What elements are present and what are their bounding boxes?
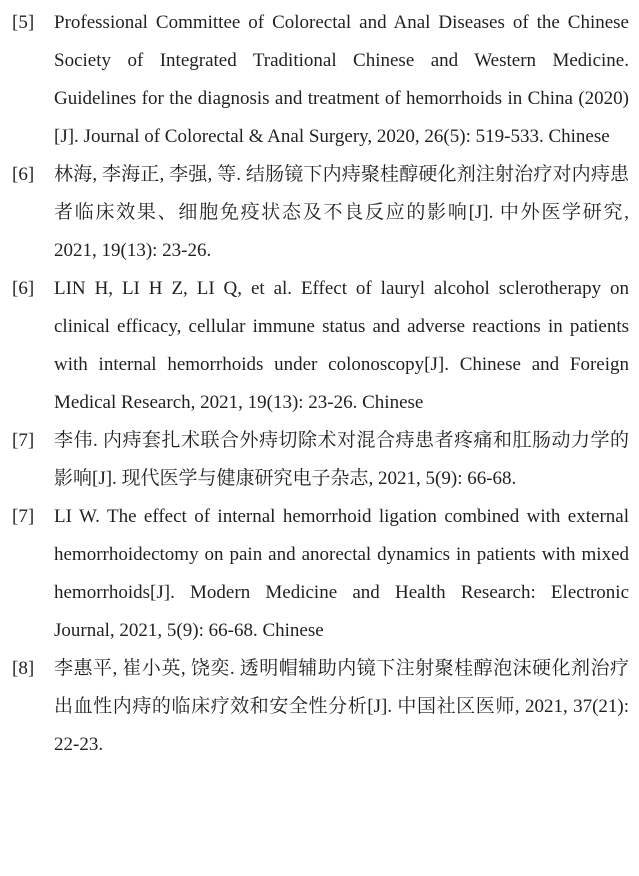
reference-text: 李伟. 内痔套扎术联合外痔切除术对混合痔患者疼痛和肛肠动力学的影响[J]. 现代医学与健康研究电子杂志, 2021, 5(9): 66-68. (54, 430, 629, 489)
reference-entry (12, 4, 629, 156)
reference-text: 林海, 李海正, 李强, 等. 结肠镜下内痔聚桂醇硬化剂注射治疗对内痔患者临床效果、细胞免疫状态及不良反应的影响[J]. 中外医学研究, 2021, 19(13): 23-26. (54, 164, 629, 261)
reference-number: [5] (12, 12, 35, 33)
reference-number: [7] (12, 506, 35, 527)
reference-entry (12, 498, 629, 650)
reference-entry (12, 422, 629, 498)
reference-number: [8] (12, 658, 35, 679)
reference-text: LI W. The effect of internal hemorrhoid ligation combined with external hemorrhoidectomy on pain and anorectal dynamics in patients with mixed hemorrhoids[J]. Modern Medicine and Health Research: Electronic Journal, 2021, 5(9): 66-68. Chinese (54, 506, 629, 641)
reference-number: [6] (12, 278, 35, 299)
reference-number: [7] (12, 430, 35, 451)
reference-number: [6] (12, 164, 35, 185)
reference-entry (12, 650, 629, 764)
reference-entry (12, 156, 629, 270)
reference-text: 李惠平, 崔小英, 饶奕. 透明帽辅助内镜下注射聚桂醇泡沫硬化剂治疗出血性内痔的临床疗效和安全性分析[J]. 中国社区医师, 2021, 37(21): 22-23. (54, 658, 629, 755)
reference-text: LIN H, LI H Z, LI Q, et al. Effect of lauryl alcohol sclerotherapy on clinical efficacy, cellular immune status and adverse reactions in patients with internal hemorrhoids under colonoscopy[J]. Chinese and Foreign Medical Research, 2021, 19(13): 23-26. Chinese (54, 278, 629, 413)
reference-entry (12, 270, 629, 422)
reference-text: Professional Committee of Colorectal and Anal Diseases of the Chinese Society of Integrated Traditional Chinese and Western Medicine. Guidelines for the diagnosis and treatment of hemorrhoids in China (2020) [J]. Journal of Colorectal & Anal Surgery, 2020, 26(5): 519-533. Chinese (54, 12, 629, 147)
